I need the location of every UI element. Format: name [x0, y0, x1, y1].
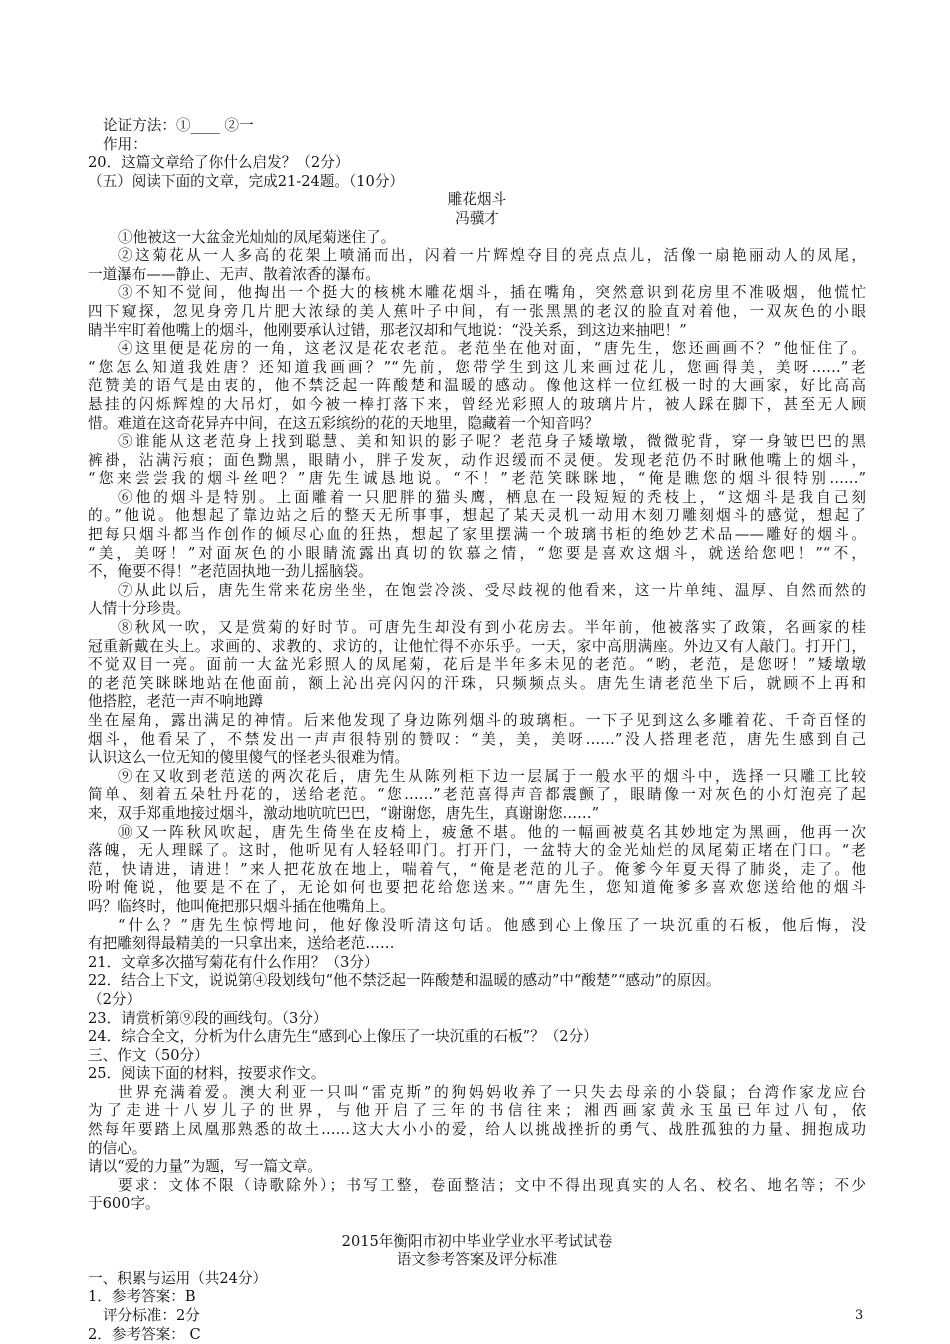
text-line: 吩咐俺说，他要是不在了，无论如何也要把花给您送来。”“唐先生，您知道俺爹多喜欢您送给他的烟斗: [88, 879, 866, 897]
text-line: 悬挂的闪烁辉煌的大吊灯，如今被一棒打落下来，曾经光彩照人的玻璃片片，被人踩在脚下，甚至无人顾: [88, 395, 866, 413]
text-line: 23．请赏析第⑨段的画线句。（3分）: [88, 1009, 328, 1027]
document-page: [88, 117, 866, 1344]
text-line: ④这里便是花房的一角，这老汉是花农老范。老范坐在他对面，“唐先生，您还画画不？”他怔住了。: [118, 340, 866, 358]
text-line: 人情十分珍贵。: [88, 600, 191, 618]
text-line: 不，俺要不得！”老范固执地一劲儿摇脑袋。: [88, 563, 373, 581]
text-line: 他搭腔，老范一声不响地蹲: [88, 693, 264, 711]
text-line: ⑥他的烟斗是特别。上面雕着一只肥胖的猫头鹰，栖息在一段短短的秃枝上，“这烟斗是我自己刻: [118, 488, 866, 506]
text-line: 为了走进十八岁儿子的世界，与他开启了三年的书信往来；湘西画家黄永玉虽已年过八旬，依: [88, 1102, 866, 1120]
text-line: ②这菊花从一人多高的花架上喷涌而出，闪着一片辉煌夺目的亮点点儿，活像一扇艳丽动人的凤尾，: [118, 247, 866, 265]
text-line: 论证方法：①____ ②一: [103, 117, 254, 134]
text-line: 的。”他说。他想起了靠边站之后的整天无所事事，想起了某天灵机一动用木刻刀雕刻烟斗的感觉，想起了: [88, 507, 866, 525]
text-line: （五）阅读下面的文章，完成21-24题。（10分）: [88, 172, 405, 190]
text-line: 吗？临终时，他叫俺把那只烟斗插在他嘴角上。: [88, 897, 395, 915]
text-line: 裤褂，沾满污痕；面色黝黑，眼睛小，胖子发灰，动作迟缓而不灵便。发现老范仍不时瞅他嘴上的烟斗，: [88, 451, 866, 469]
text-line: ⑦从此以后，唐先生常来花房坐坐，在饱尝冷淡、受尽歧视的他看来，这一片单纯、温厚、自然而然的: [118, 581, 866, 599]
text-line: ⑨在又收到老范送的两次花后，唐先生从陈列柜下边一层属于一般水平的烟斗中，选择一只雕工比较: [118, 767, 866, 785]
text-line: 要求：文体不限（诗歌除外）；书写工整，卷面整洁；文中不得出现真实的人名、校名、地名等；不少: [118, 1176, 866, 1194]
text-line: 24．综合全文，分析为什么唐先生“感到心上像压了一块沉重的石板”？（2分）: [88, 1028, 598, 1046]
blank-line: [88, 1214, 866, 1233]
text-line: 作用：: [103, 135, 147, 153]
text-line: ①他被这一大盆金光灿灿的凤尾菊迷住了。: [118, 228, 396, 246]
text-line: 请以“爱的力量”为题，写一篇文章。: [88, 1158, 322, 1176]
text-line: ⑧秋风一吹，又是赏菊的好时节。可唐先生却没有到小花房去。半年前，他被落实了政策，名画家的桂: [118, 619, 866, 637]
text-line: 的信心。: [88, 1139, 147, 1157]
text-line: 烟斗，他看呆了，不禁发出一声声很特别的赞叹：“美，美，美呀……”没人搭理老范，唐先生感到自己: [88, 730, 866, 748]
text-line: 评分标准：2分: [103, 1307, 200, 1324]
text-line: “您怎么知道我姓唐？还知道我画画？”“先前，您带学生到这儿来画过花儿，您画得美，美呀……”老: [88, 358, 866, 376]
text-line: 有把雕刻得最精美的一只拿出来，送给老范……: [88, 935, 395, 953]
text-line: 一、积累与运用（共24分）: [88, 1269, 268, 1287]
text-line: 的老范笑眯眯地站在他面前，额上沁出亮闪闪的汗珠，只频频点头。唐先生请老范坐下后，就顾不上再和: [88, 674, 866, 692]
text-line: 冯骥才: [455, 209, 499, 227]
text-line: ③不知不觉间，他掏出一个挺大的核桃木雕花烟斗，插在嘴角，突然意识到花房里不准吸烟，他慌忙: [118, 284, 866, 302]
text-line: 来，双手郑重地接过烟斗，激动地吭吭巴巴，“谢谢您，唐先生，真谢谢您……”: [88, 804, 600, 822]
text-line: ⑩又一阵秋风吹起，唐先生倚坐在皮椅上，疲惫不堪。他的一幅画被莫名其妙地定为黑画，他再一次: [118, 823, 866, 841]
text-line: 睛半牢盯着他嘴上的烟斗，他刚要承认过错，那老汉却和气地说：“没关系，到这边来抽吧！”: [88, 321, 687, 339]
text-line: 然每年要踏上凤凰那熟悉的故土……这大大小小的爱，给人以挑战挫折的勇气、战胜孤独的力量、拥抱成功: [88, 1121, 866, 1139]
text-line: 语文参考答案及评分标准: [396, 1251, 558, 1269]
text-line: 2015年衡阳市初中毕业学业水平考试试卷: [341, 1232, 613, 1250]
text-line: 于600字。: [88, 1195, 160, 1213]
text-line: 22．结合上下文，说说第④段划线句“他不禁泛起一阵酸楚和温暖的感动”中“酸楚”“感动”的原因。: [88, 972, 721, 990]
text-line: “您来尝尝我的烟斗丝吧？”唐先生诚恳地说。“不！”老范笑眯眯地，“俺是瞧您的烟斗很特别……”: [88, 470, 866, 488]
text-line: 简单、刻着五朵牡丹花的，送给老范。“您……”老范喜得声音都震颤了，眼睛像一对灰色的小灯泡亮了起: [88, 786, 866, 804]
text-line: 不觉双目一亮。面前一大盆光彩照人的凤尾菊，花后是半年多未见的老范。“哟，老范，是您呀！”矮墩墩: [88, 656, 866, 674]
text-line: 世界充满着爱。澳大利亚一只叫“雷克斯”的狗妈妈收养了一只失去母亲的小袋鼠；台湾作家龙应台: [118, 1083, 866, 1101]
text-line: 1．参考答案：B: [88, 1288, 196, 1306]
text-line: 25．阅读下面的材料，按要求作文。: [88, 1065, 326, 1083]
text-line: 四下窥探，忽见身旁几片肥大浓绿的美人蕉叶子中间，有一张黑黑的老汉的脸直对着他，一双灰色的小眼: [88, 302, 866, 320]
text-line: “美，美呀！”对面灰色的小眼睛流露出真切的钦慕之情，“您要是喜欢这烟斗，就送给您吧！”“不，: [88, 544, 866, 562]
text-line: 20．这篇文章给了你什么启发？（2分）: [88, 154, 350, 172]
text-line: 把每只烟斗都当作创作的倾尽心血的狂热，想起了家里摆满一个玻璃书柜的绝妙艺术品——雕好的烟斗。: [88, 526, 866, 544]
text-line: ⑤谁能从这老范身上找到聪慧、美和知识的影子呢？老范身子矮墩墩，微微驼背，穿一身皱巴巴的黑: [118, 433, 866, 451]
text-line: 一道瀑布——静止、无声、散着浓香的瀑布。: [88, 265, 380, 283]
text-line: 雕花烟斗: [447, 191, 507, 209]
text-line: （2分）: [88, 990, 142, 1008]
text-line: 冠重新戴在头上。求画的、求教的、求访的，让他忙得不亦乐乎。一天，家中高朋满座。外边又有人敲门。打开门，: [88, 637, 866, 655]
text-line: 三、作文（50分）: [88, 1046, 209, 1064]
text-line: 21．文章多次描写菊花有什么作用？（3分）: [88, 953, 379, 971]
text-line: “什么？”唐先生惊愕地问，他好像没听清这句话。他感到心上像压了一块沉重的石板，他后悔，没: [118, 916, 866, 934]
text-line: 认识这么一位无知的傻里傻气的怪老头很难为情。: [88, 749, 410, 767]
text-line: 2．参考答案： C: [88, 1325, 201, 1343]
text-line: 惜。难道在这奇花异卉中间，在这五彩缤纷的花的天地里，隐藏着一个知音吗？: [88, 414, 599, 432]
page-number: 3: [855, 1308, 864, 1323]
text-line: 落魄，无人理睬了。这时，他听见有人轻轻叩门。打开门，一盆特大的金光灿烂的凤尾菊正堵在门口。“老: [88, 842, 866, 860]
text-line: 范，快请进，请进！”来人把花放在地上，喘着气，“俺是老范的儿子。俺爹今年夏天得了肺炎，走了。他: [88, 860, 866, 878]
text-line: 范赞美的语气是由衷的，他不禁泛起一阵酸楚和温暖的感动。像他这样一位红极一时的大画家，好比高高: [88, 377, 866, 395]
text-line: 坐在屋角，露出满足的神情。后来他发现了身边陈列烟斗的玻璃柜。一下子见到这么多雕着花、千奇百怪的: [88, 712, 866, 729]
